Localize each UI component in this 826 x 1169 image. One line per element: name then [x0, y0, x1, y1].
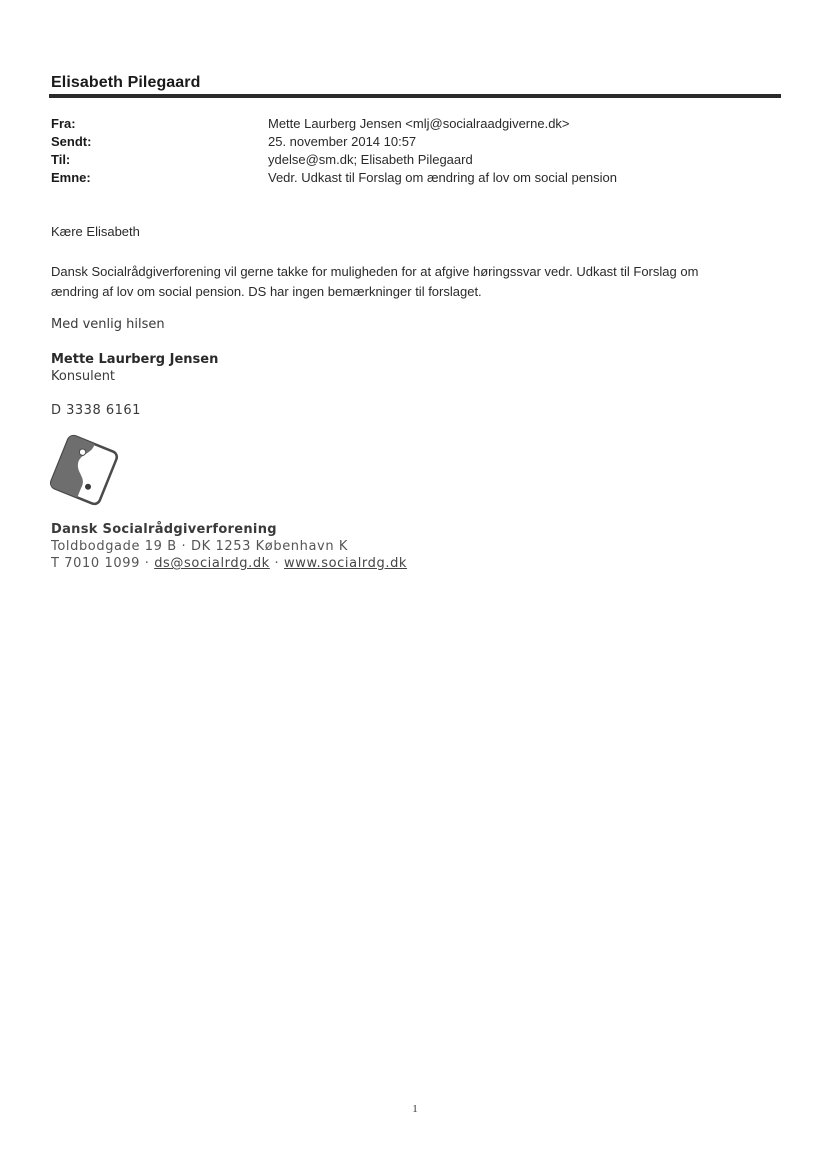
signature-name: Mette Laurberg Jensen [51, 352, 219, 367]
from-value: Mette Laurberg Jensen <mlj@socialraadgiverne.dk> [268, 116, 570, 131]
subject-label: Emne: [51, 170, 91, 185]
header-sent-row [51, 133, 771, 151]
to-label: Til: [51, 152, 71, 167]
page-number: 1 [412, 1103, 418, 1115]
dansk-socialraadgiverforening-logo-icon [46, 432, 122, 508]
sent-value: 25. november 2014 10:57 [268, 134, 417, 149]
logo-graphic [46, 432, 122, 508]
email-header [51, 115, 771, 187]
mailbox-owner-name: Elisabeth Pilegaard [51, 74, 201, 91]
sent-label: Sendt: [51, 134, 92, 149]
message-line-1: Dansk Socialrådgiverforening vil gerne takke for muligheden for at afgive høringssvar vedr. Udkast til Forslag om [51, 264, 699, 279]
header-to-row [51, 151, 771, 169]
organization-address: Toldbodgade 19 B · DK 1253 København K [51, 539, 349, 554]
message-line-2: ændring af lov om social pension. DS har ingen bemærkninger til forslaget. [51, 284, 482, 299]
subject-value: Vedr. Udkast til Forslag om ændring af lov om social pension [268, 170, 618, 185]
message-body [51, 262, 771, 302]
signature-greeting: Med venlig hilsen [51, 317, 165, 332]
organization-contact-line [51, 556, 407, 571]
organization-email-link[interactable]: ds@socialrdg.dk [154, 556, 270, 571]
header-subject-row [51, 169, 771, 187]
signature-title: Konsulent [51, 369, 116, 384]
salutation: Kære Elisabeth [51, 224, 140, 239]
signature-phone: D 3338 6161 [51, 403, 141, 418]
contact-separator: · [269, 556, 285, 571]
organization-website-link[interactable]: www.socialrdg.dk [284, 556, 408, 571]
to-value: ydelse@sm.dk; Elisabeth Pilegaard [268, 152, 473, 167]
organization-phone: T 7010 1099 [51, 556, 140, 571]
from-label: Fra: [51, 116, 76, 131]
organization-name: Dansk Socialrådgiverforening [51, 522, 277, 537]
header-divider [49, 94, 781, 98]
contact-separator: · [139, 556, 155, 571]
header-from-row [51, 115, 771, 133]
